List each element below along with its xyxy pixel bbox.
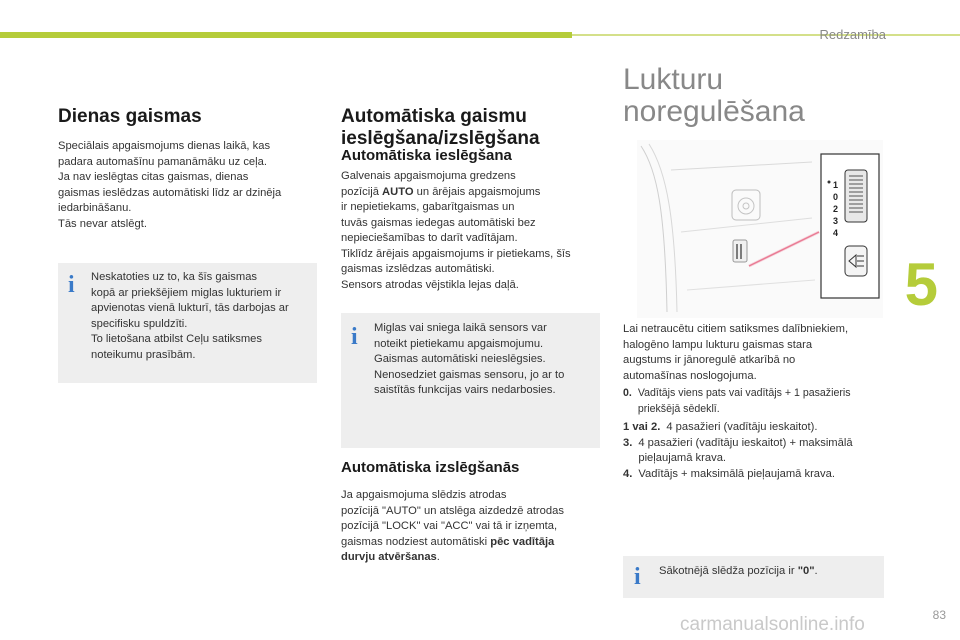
info-box-sensor: [341, 313, 600, 448]
dashboard-switch-illustration: [637, 140, 883, 318]
list-item: [623, 420, 889, 436]
dial-label-4: 4: [833, 228, 839, 238]
text-line: Gaismas automātiski neieslēgsies.: [374, 353, 546, 365]
text-line: augstums ir jānoregulē atkarībā no: [623, 354, 796, 366]
header-accent-bar: [0, 32, 572, 38]
text-line: pozīcijā "LOCK" vai "ACC" vai tā ir izņemta,: [341, 520, 558, 532]
text-line: nepieciešamības to darīt vadītājam.: [341, 232, 518, 244]
text-line: apvienotas vienā lukturī, tās darbojas ar: [91, 302, 289, 314]
title-line: noregulēšana: [623, 95, 805, 128]
watermark: carmanualsonline.info: [680, 614, 865, 635]
dial-label-1: 1: [833, 180, 839, 190]
bold-span: durvju atvēršanas: [341, 551, 437, 563]
list-text: 4 pasažieri (vadītāju ieskaitot).: [666, 421, 818, 433]
text-span: pozīcijā: [341, 185, 383, 198]
dial-label-2: 2: [833, 204, 839, 214]
text-line: Ja apgaismojuma slēdzis atrodas: [341, 489, 507, 501]
dashboard-drawing: [637, 140, 883, 318]
info-icon: i: [634, 564, 641, 590]
text-line: Nenosedziet gaismas sensoru, jo ar to: [374, 368, 565, 381]
text-line: tuvās gaismas iedegas automātiski bez: [341, 216, 536, 229]
dial-label-3: 3: [833, 216, 839, 226]
text-line: noteikt pietiekamu apgaismojumu.: [374, 337, 544, 350]
text-line: padara automašīnu pamanāmāku uz ceļa.: [58, 155, 267, 168]
text-line: Ja nav ieslēgtas citas gaismas, dienas: [58, 171, 249, 183]
list-text: Vadītājs viens pats vai vadītājs + 1 pasažieris priekšējā sēdeklī.: [637, 387, 851, 415]
dial-label-0: 0: [833, 192, 839, 202]
list-number: 4.: [623, 467, 633, 480]
auto-on-body: [341, 169, 601, 293]
title-line: Automātiska gaismu: [341, 106, 527, 127]
info-icon: i: [351, 324, 358, 350]
text-line: [341, 535, 601, 551]
load-positions-list: [623, 386, 889, 482]
daytime-lights-body: [58, 139, 308, 232]
text-line: Miglas vai sniega laikā sensors var: [374, 322, 547, 334]
header-accent-line: [572, 34, 960, 36]
chapter-number: 5: [904, 251, 938, 318]
list-number: 0.: [623, 387, 632, 399]
text-line: Lai netraucētu citiem satiksmes dalībniekiem,: [623, 323, 849, 335]
title-line: Lukturu: [623, 63, 724, 96]
headlamp-adjust-title: [623, 64, 805, 128]
text-line: Tiklīdz ārējais apgaismojums ir pietiekams, šīs: [341, 247, 571, 260]
list-text: Vadītājs + maksimālā pieļaujamā krava.: [638, 467, 835, 480]
list-item: [623, 386, 889, 417]
text-line: To lietošana atbilst Ceļu satiksmes: [91, 333, 262, 345]
text-span: gaismas nodziest automātiski: [341, 535, 491, 548]
auto-keyword: AUTO: [382, 185, 414, 198]
text-line: Galvenais apgaismojuma gredzens: [341, 170, 516, 182]
list-number: 3.: [623, 436, 633, 449]
text-line: Sensors atrodas vējstikla lejas daļā.: [341, 278, 519, 291]
auto-off-subtitle: Automātiska izslēgšanās: [341, 459, 520, 476]
bold-span: "0": [797, 565, 815, 577]
page-number: 83: [932, 608, 946, 622]
info-text: [91, 270, 313, 363]
text-line: kopā ar priekšējiem miglas lukturiem ir: [91, 286, 282, 299]
text-span: Sākotnējā slēdža pozīcija ir: [659, 565, 798, 577]
text-line: pozīcijā "AUTO" un atslēga aizdedzē atrodas: [341, 504, 564, 517]
list-item: [623, 467, 889, 483]
text-span: .: [814, 565, 818, 577]
text-line: automašīnas noslogojuma.: [623, 369, 757, 382]
bold-span: pēc vadītāja: [490, 535, 555, 548]
text-line: [341, 550, 601, 566]
auto-lights-title: [341, 106, 540, 150]
auto-off-body: [341, 488, 601, 566]
text-line: ir nepietiekams, gabarītgaismas un: [341, 201, 515, 213]
title-line: ieslēgšana/izslēgšana: [341, 128, 540, 149]
info-text: [659, 564, 881, 580]
text-line: Tās nevar atslēgt.: [58, 217, 147, 230]
auto-on-subtitle: Automātiska ieslēgšana: [341, 147, 512, 164]
text-line: gaismas ieslēdzas automātiski līdz ar dzinēja: [58, 186, 282, 199]
text-line: iedarbināšanu.: [58, 202, 132, 214]
list-item: [623, 436, 889, 467]
daytime-lights-title: Dienas gaismas: [58, 106, 202, 127]
text-line: [341, 185, 601, 201]
info-icon: i: [68, 272, 75, 298]
info-box-initial-position: [623, 556, 884, 598]
list-number: 1 vai 2.: [623, 421, 661, 433]
text-span: .: [436, 551, 440, 563]
text-line: specifisku spuldzīti.: [91, 317, 188, 330]
list-text: 4 pasažieri (vadītāju ieskaitot) + maksimālā pieļaujamā krava.: [638, 436, 853, 464]
text-line: Speciālais apgaismojums dienas laikā, kas: [58, 140, 271, 152]
text-line: noteikumu prasībām.: [91, 348, 196, 361]
text-line: saistītās funkcijas vairs nedarbosies.: [374, 384, 556, 396]
headlamp-intro: [623, 322, 889, 384]
text-line: Neskatoties uz to, ka šīs gaismas: [91, 271, 258, 283]
info-text: [374, 321, 596, 399]
text-line: gaismas izslēdzas automātiski.: [341, 263, 495, 275]
section-title: Redzamība: [819, 27, 886, 42]
text-span: un ārējais apgaismojums: [413, 185, 541, 198]
text-line: halogēno lampu lukturu gaismas stara: [623, 338, 813, 351]
info-box-daytime: [58, 263, 317, 383]
